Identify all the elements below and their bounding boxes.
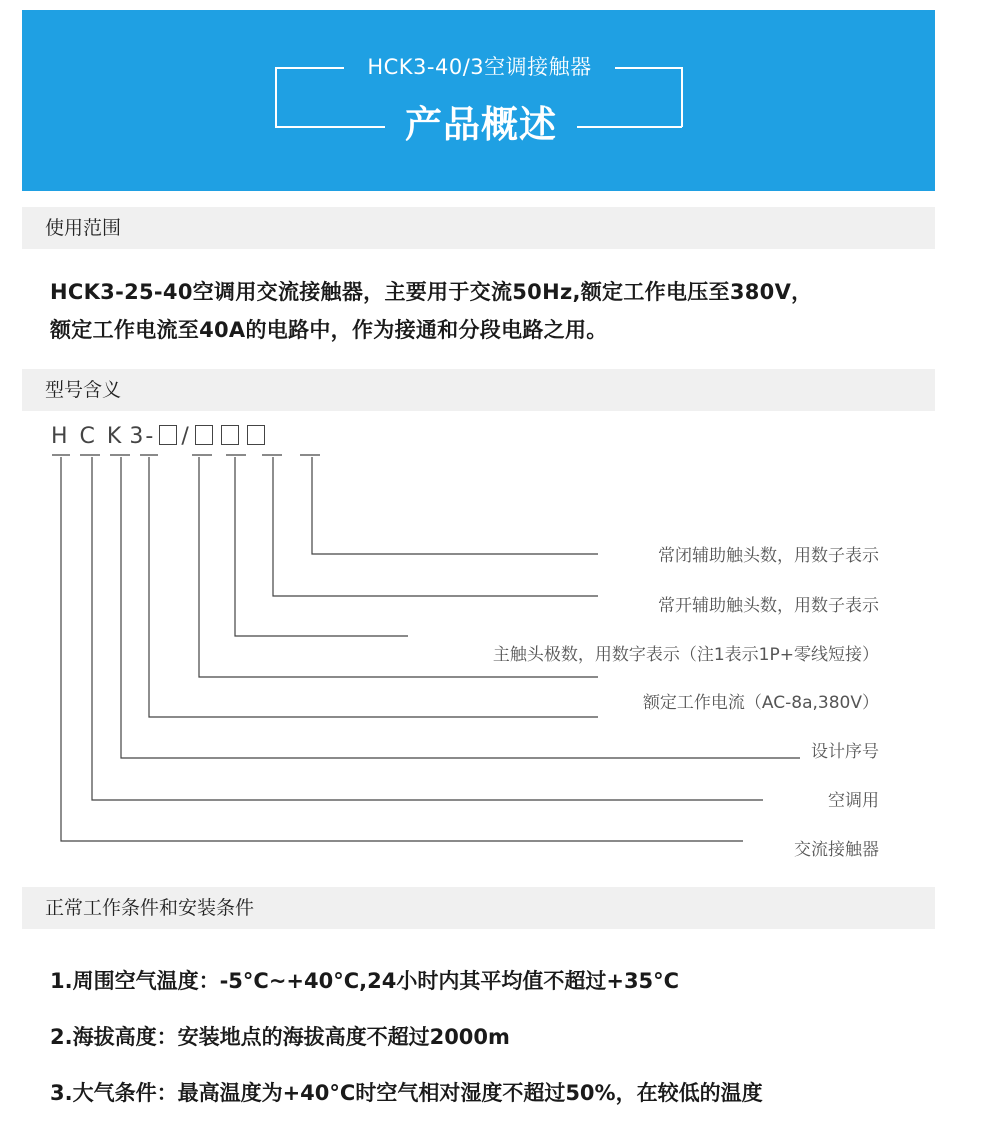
label-rated-current: 额定工作电流（AC-8a,380V） (642, 693, 879, 713)
section-heading: 正常工作条件和安装条件 (45, 897, 255, 919)
scope-text-line-1: HCK3-25-40空调用交流接触器，主要用于交流50Hz,额定工作电压至380V， (50, 280, 813, 304)
label-nc-aux: 常闭辅助触头数，用数子表示 (658, 546, 879, 566)
section-heading: 型号含义 (45, 379, 122, 401)
condition-item: 3.大气条件：最高温度为+40°C时空气相对湿度不超过50%，在较低的温度 (50, 1081, 763, 1105)
label-aircon: 空调用 (828, 791, 879, 811)
model-code-char: H (51, 424, 70, 449)
leader-line (149, 457, 598, 717)
label-design-no: 设计序号 (811, 742, 879, 762)
model-code-char: 3 (129, 424, 146, 449)
leader-line (312, 457, 598, 554)
leader-line (235, 457, 408, 636)
model-code-char: K (106, 424, 124, 449)
model-code-char: - (145, 424, 156, 449)
label-ac-contactor: 交流接触器 (794, 840, 879, 860)
model-code-char: / (181, 424, 191, 449)
leader-line (92, 457, 763, 800)
condition-item: 2.海拔高度：安装地点的海拔高度不超过2000m (50, 1025, 510, 1049)
condition-item: 1.周围空气温度：-5°C~+40°C,24小时内其平均值不超过+35°C (50, 969, 680, 993)
banner-title: 产品概述 (405, 103, 557, 146)
section-heading: 使用范围 (45, 217, 122, 239)
leader-line (273, 457, 598, 596)
label-main-poles: 主触头极数，用数字表示（注1表示1P+零线短接） (492, 645, 879, 665)
banner-subtitle: HCK3-40/3空调接触器 (367, 55, 592, 79)
model-code-char: C (79, 424, 97, 449)
scope-text-line-2: 额定工作电流至40A的电路中，作为接通和分段电路之用。 (50, 318, 608, 342)
section-header-conditions (22, 887, 935, 929)
label-no-aux: 常开辅助触头数，用数子表示 (658, 596, 879, 616)
